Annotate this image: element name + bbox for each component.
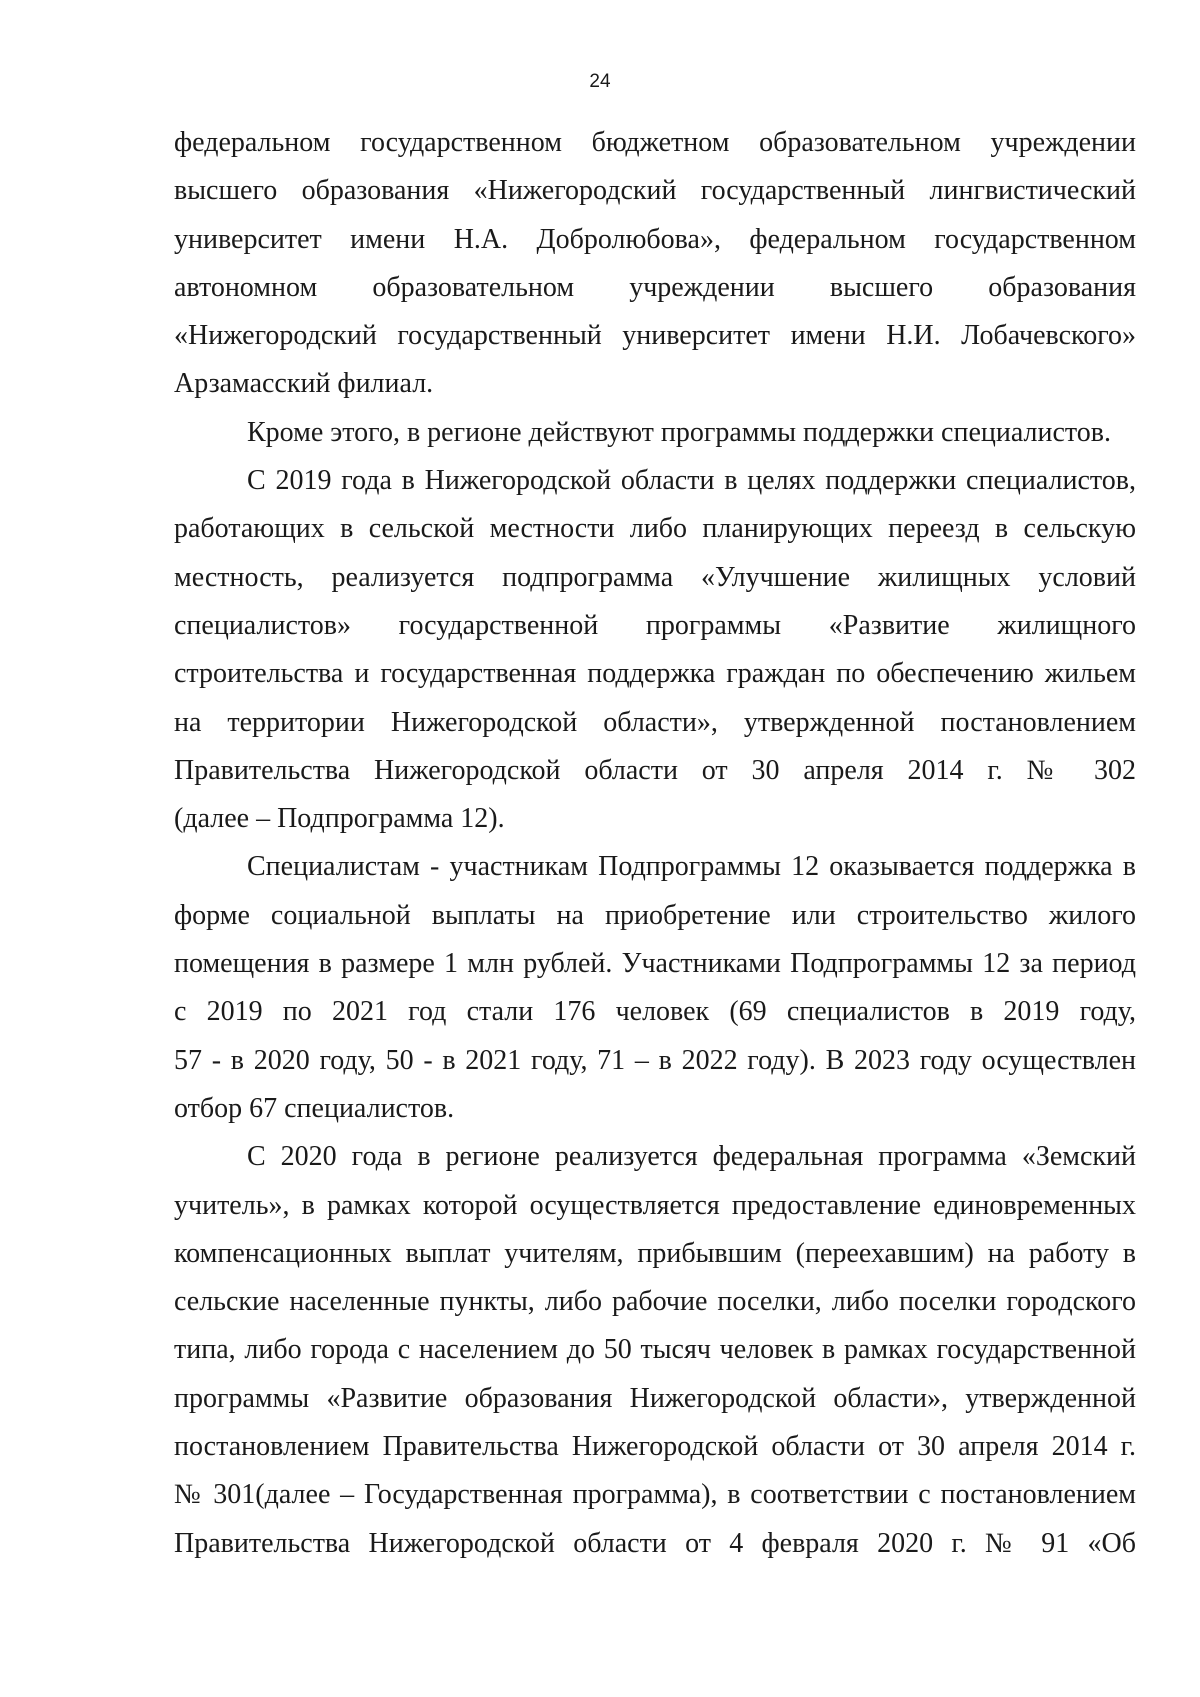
text-line: Специалистам - участникам Подпрограммы 12 оказывается поддержка в [247,851,1136,883]
text-line: Правительства Нижегородской области от 30 апреля 2014 г. № 302 [174,754,1136,786]
text-line: форме социальной выплаты на приобретение или строительство жилого [174,899,1136,931]
text-line: компенсационных выплат учителям, прибывшим (переехавшим) на работу в [174,1237,1136,1269]
text-line: сельские населенные пункты, либо рабочие поселки, либо поселки городского [174,1286,1136,1318]
text-line: программы «Развитие образования Нижегородской области», утвержденной [174,1382,1136,1414]
text-line: автономном образовательном учреждении высшего образования [174,271,1136,303]
text-line: федеральном государственном бюджетном образовательном учреждении [174,127,1136,158]
text-line: работающих в сельской местности либо планирующих переезд в сельскую [174,513,1136,545]
text-line: 57 - в 2020 году, 50 - в 2021 году, 71 – в 2022 году). В 2023 году осуществлен [174,1044,1136,1076]
text-line: учитель», в рамках которой осуществляется предоставление единовременных [174,1189,1136,1221]
text-line: на территории Нижегородской области», утвержденной постановлением [174,706,1136,738]
text-line: специалистов» государственной программы «Развитие жилищного [174,609,1136,641]
text-line: Кроме этого, в регионе действуют программы поддержки специалистов. [247,416,1111,448]
text-line: местность, реализуется подпрограмма «Улучшение жилищных условий [174,561,1136,593]
text-line: высшего образования «Нижегородский государственный лингвистический [174,175,1136,207]
body-text [174,119,1136,1568]
text-line: Арзамасский филиал. [174,368,434,400]
text-line: с 2019 по 2021 год стали 176 человек (69 специалистов в 2019 году, [174,996,1136,1028]
page-number: 24 [589,71,611,92]
text-line: № 301(далее – Государственная программа), в соответствии с постановлением [174,1479,1136,1511]
text-line: отбор 67 специалистов. [174,1092,455,1124]
text-line: Правительства Нижегородской области от 4 февраля 2020 г. № 91 «Об [174,1527,1136,1559]
text-line: С 2019 года в Нижегородской области в целях поддержки специалистов, [247,465,1136,497]
text-line: постановлением Правительства Нижегородской области от 30 апреля 2014 г. [174,1431,1136,1463]
text-line: строительства и государственная поддержка граждан по обеспечению жильем [174,658,1136,690]
text-line: С 2020 года в регионе реализуется федеральная программа «Земский [247,1141,1136,1173]
text-line: «Нижегородский государственный университет имени Н.И. Лобачевского» [174,320,1136,352]
text-line: университет имени Н.А. Добролюбова», федеральном государственном [174,223,1136,255]
text-line: типа, либо города с населением до 50 тысяч человек в рамках государственной [174,1334,1136,1366]
text-line: (далее – Подпрограмма 12). [174,803,505,835]
text-line: помещения в размере 1 млн рублей. Участниками Подпрограммы 12 за период [174,948,1136,980]
